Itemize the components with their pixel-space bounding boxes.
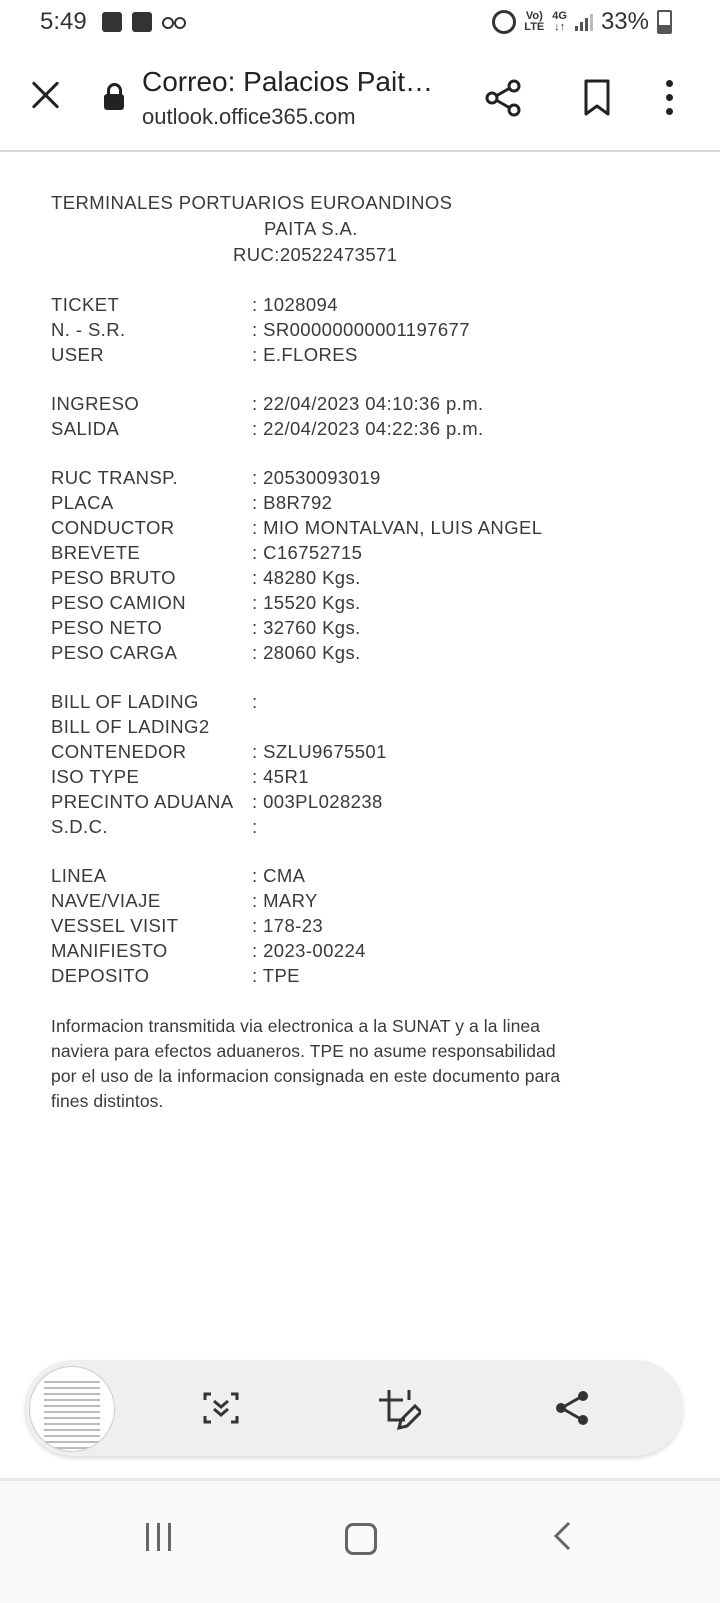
field-value: : TPE [252,965,300,986]
field-row [51,342,671,367]
field-value: : MIO MONTALVAN, LUIS ANGEL [252,517,543,538]
data-line1: 4G [552,10,567,22]
field-row [51,938,671,963]
field-value: : CMA [252,865,306,886]
field-row [51,888,671,913]
field-label: BILL OF LADING [51,691,199,712]
field-row [51,814,671,839]
field-label: SALIDA [51,418,120,439]
field-value: : 1028094 [252,294,338,315]
field-label: ISO TYPE [51,766,140,787]
field-row [51,590,671,615]
home-icon[interactable] [345,1523,377,1555]
company-ruc: RUC:20522473571 [233,244,398,265]
field-row [51,615,671,640]
field-label: BILL OF LADING2 [51,716,210,737]
field-label: PLACA [51,492,114,513]
field-value: : MARY [252,890,318,911]
alarm-icon [492,10,516,34]
ticket-fields [51,292,671,988]
field-label: TICKET [51,294,120,315]
field-row [51,913,671,938]
field-section [51,863,671,988]
field-label: MANIFIESTO [51,940,168,961]
notification-icons [102,12,186,32]
field-value: : 48280 Kgs. [252,567,361,588]
field-value: : E.FLORES [252,344,358,365]
gallery-icon [102,12,122,32]
field-row [51,739,671,764]
browser-header [0,44,720,152]
status-time: 5:49 [40,8,87,35]
crop-edit-icon[interactable] [377,1388,417,1428]
field-value: : SR00000000001197677 [252,319,470,340]
field-row [51,391,671,416]
field-row [51,317,671,342]
field-row [51,540,671,565]
more-vert-icon[interactable] [660,78,680,118]
company-header [51,190,671,268]
page-url[interactable]: outlook.office365.com [142,104,356,129]
battery-icon [657,10,672,34]
field-label: S.D.C. [51,816,108,837]
field-value: : 178-23 [252,915,324,936]
field-row [51,292,671,317]
screenshot-toolbar [25,1360,683,1456]
network-line1: Vo) [525,10,543,22]
field-row [51,689,671,714]
field-label: NAVE/VIAJE [51,890,161,911]
field-row [51,863,671,888]
battery-percent: 33% [600,8,649,35]
field-value: : B8R792 [252,492,333,513]
field-label: PESO NETO [51,617,163,638]
field-row [51,465,671,490]
field-section [51,689,671,839]
signal-icon [575,13,593,31]
field-value: : 20530093019 [252,467,381,488]
field-value: : 003PL028238 [252,791,383,812]
field-row [51,515,671,540]
field-value: : 22/04/2023 04:10:36 p.m. [252,393,484,414]
field-value: : C16752715 [252,542,363,563]
field-label: PRECINTO ADUANA [51,791,234,812]
field-label: CONTENEDOR [51,741,187,762]
network-indicator [524,11,544,33]
system-icons [492,8,672,36]
field-label: N. - S.R. [51,319,126,340]
field-label: CONDUCTOR [51,517,175,538]
field-label: DEPOSITO [51,965,150,986]
bookmark-icon[interactable] [578,78,618,118]
field-value: : 2023-00224 [252,940,366,961]
field-row [51,565,671,590]
field-section [51,465,671,665]
field-row [51,714,671,739]
field-row [51,764,671,789]
field-label: PESO CARGA [51,642,178,663]
navigation-bar [0,1478,720,1603]
lock-icon[interactable] [104,94,124,110]
preview-thumbnail[interactable] [29,1366,115,1452]
field-value: : 45R1 [252,766,309,787]
field-row [51,963,671,988]
page-title[interactable]: Correo: Palacios Pait… [142,66,434,97]
company-name-line2: PAITA S.A. [264,218,358,239]
field-section [51,391,671,441]
recent-apps-icon[interactable] [146,1523,174,1551]
field-label: RUC TRANSP. [51,467,179,488]
voicemail-icon [162,12,186,32]
share-icon[interactable] [553,1388,593,1428]
field-label: VESSEL VISIT [51,915,179,936]
field-label: INGRESO [51,393,140,414]
field-label: LINEA [51,865,107,886]
share-icon[interactable] [484,78,524,118]
field-row [51,640,671,665]
company-name: TERMINALES PORTUARIOS EUROANDINOS [51,192,453,213]
network-line2: LTE [524,21,545,33]
ticket-document [51,190,671,1114]
status-bar [0,0,720,44]
field-value: : 32760 Kgs. [252,617,361,638]
field-row [51,416,671,441]
field-value: : SZLU9675501 [252,741,387,762]
field-row [51,490,671,515]
field-section [51,292,671,367]
field-value: : [252,691,258,712]
close-icon[interactable] [28,77,64,113]
field-label: USER [51,344,104,365]
data-indicator [552,11,567,33]
field-label: BREVETE [51,542,141,563]
data-line2: ↓↑ [554,21,566,33]
field-row [51,789,671,814]
scroll-capture-icon[interactable] [201,1388,241,1428]
screenshot-icon [132,12,152,32]
field-value: : 15520 Kgs. [252,592,361,613]
footer-note: Informacion transmitida via electronica a la SUNAT y a la linea naviera para efectos aduaneros. TPE no asume responsabilidad por el uso de la informacion consignada en este documento para fines distintos. [51,1016,561,1111]
field-value: : [252,816,258,837]
back-icon[interactable] [553,1521,571,1551]
field-label: PESO CAMION [51,592,186,613]
field-value: : 22/04/2023 04:22:36 p.m. [252,418,484,439]
field-value: : 28060 Kgs. [252,642,361,663]
field-label: PESO BRUTO [51,567,176,588]
